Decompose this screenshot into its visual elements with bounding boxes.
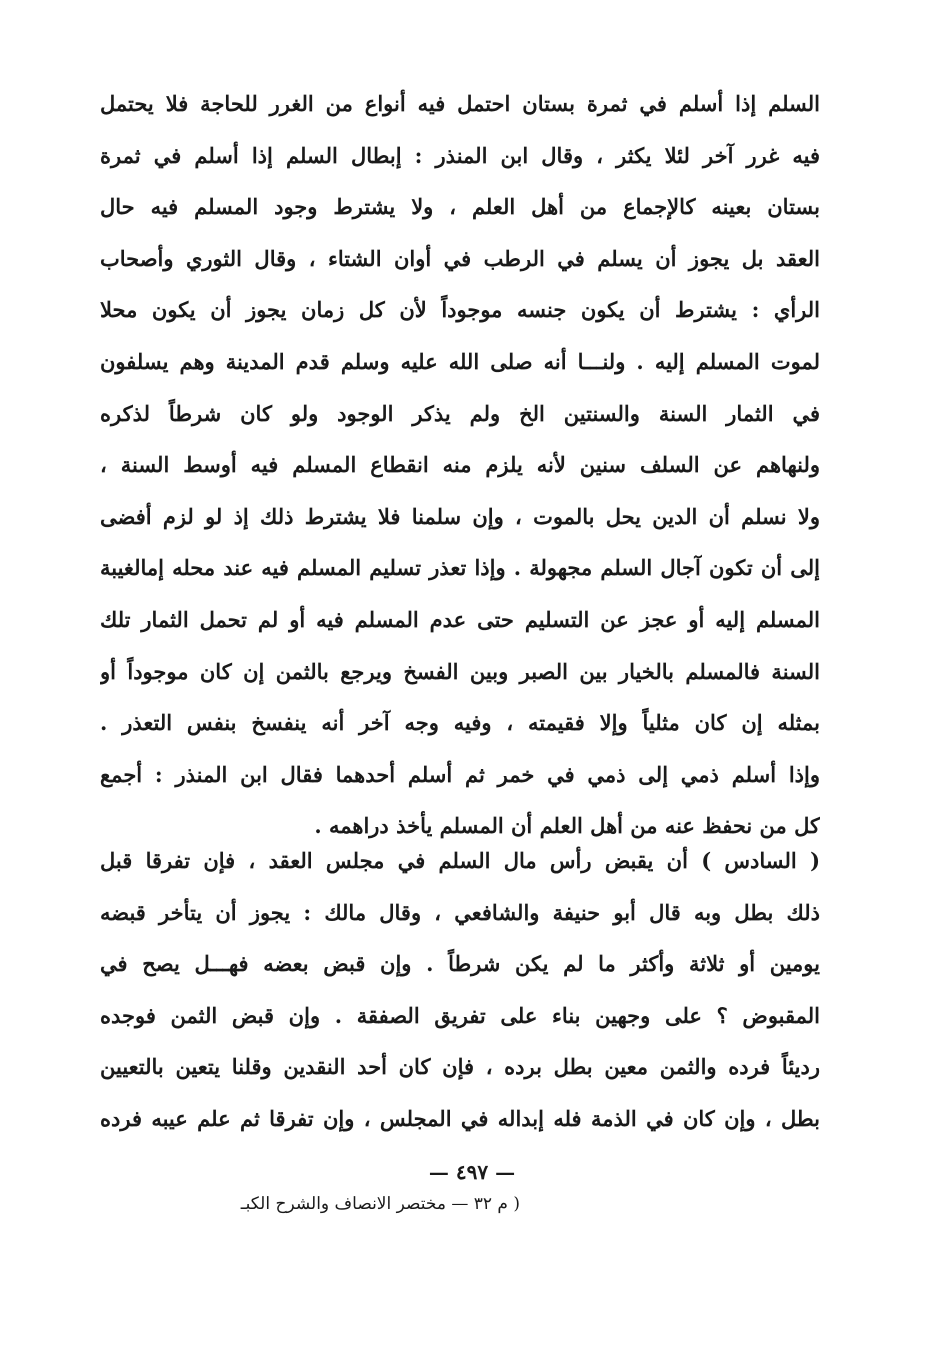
text-line: السلم إذا أسلم في ثمرة بستان احتمل فيه أنواع من الغرر للحاجة فلا يحتمل: [100, 91, 820, 116]
text-line: رديئاً فرده والثمن معين بطل برده ، فإن كان أحد النقدين وقلنا يتعين بالتعيين: [100, 1054, 820, 1080]
text-line: الرأي : يشترط أن يكون جنسه موجوداً لأن كل زمان يجوز أن يكون محلا: [100, 297, 820, 323]
paragraph-2: [100, 835, 820, 1145]
text-line: بطل ، وإن كان في الذمة فله إبداله في المجلس ، وإن تفرقا ثم علم عيبه فرده: [100, 1105, 820, 1131]
text-line: ولا نسلم أن الدين يحل بالموت ، وإن سلمنا فلا يشترط ذلك إذ لو لزم أفضى: [100, 503, 820, 529]
text-line: وإذا أسلم ذمي إلى ذمي في خمر ثم أسلم أحدهما فقال ابن المنذر : أجمع: [100, 761, 820, 787]
text-line: إلى أن تكون آجال السلم مجهولة . وإذا تعذر تسليم المسلم فيه عند محله إمالغيبة: [100, 555, 820, 581]
text-line: ولنهاهم عن السلف سنين لأنه يلزم منه انقطاع المسلم فيه أوسط السنة ،: [100, 452, 820, 478]
text-line: كل من نحفظ عنه من أهل العلم أن المسلم يأخذ دراهمه .: [314, 813, 820, 839]
text-line: المقبوض ؟ على وجهين بناء على تفريق الصفقة . وإن قبض الثمن فوجده: [100, 1002, 820, 1028]
text-line: المسلم إليه أو عجز عن التسليم حتى عدم المسلم فيه أو لم تحمل الثمار تلك: [100, 606, 820, 632]
text-line: العقد بل يجوز أن يسلم في الرطب في أوان الشتاء ، وقال الثوري وأصحاب: [100, 245, 820, 271]
text-line: في الثمار السنة والسنتين الخ ولم يذكر الوجود ولو كان شرطاً لذكره: [100, 400, 820, 426]
text-line: لموت المسلم إليه . ولنـــا أنه صلى الله عليه وسلم قدم المدينة وهم يسلفون: [100, 348, 820, 374]
text-line: يومين أو ثلاثة وأكثر ما لم يكن شرطاً . وإن قبض بعضه فهـــل يصح في: [100, 951, 820, 977]
paragraph-1: [100, 78, 820, 852]
page-number: — ٤٩٧ —: [428, 1160, 516, 1184]
footer-note: ( م ٣٢ — مختصر الانصاف والشرح الكبـ: [240, 1194, 520, 1214]
text-line: بستان بعينه كالإجماع من أهل العلم ، ولا يشترط وجود المسلم فيه حال: [100, 194, 820, 220]
text-line: بمثله إن كان مثلياً وإلا فقيمته ، وفيه وجه آخر أنه ينفسخ بنفس التعذر .: [100, 710, 820, 736]
text-line: فيه غرر آخر لئلا يكثر ، وقال ابن المنذر : إبطال السلم إذا أسلم في ثمرة: [100, 142, 820, 168]
text-line: ( السادس ) أن يقبض رأس مال السلم في مجلس العقد ، فإن تفرقا قبل: [100, 848, 820, 873]
text-line: ذلك بطل وبه قال أبو حنيفة والشافعي ، وقال مالك : يجوز أن يتأخر قبضه: [100, 899, 820, 925]
text-line: السنة فالمسلم بالخيار بين الصبر وبين الفسخ ويرجع بالثمن إن كان موجوداً أو: [100, 658, 820, 684]
